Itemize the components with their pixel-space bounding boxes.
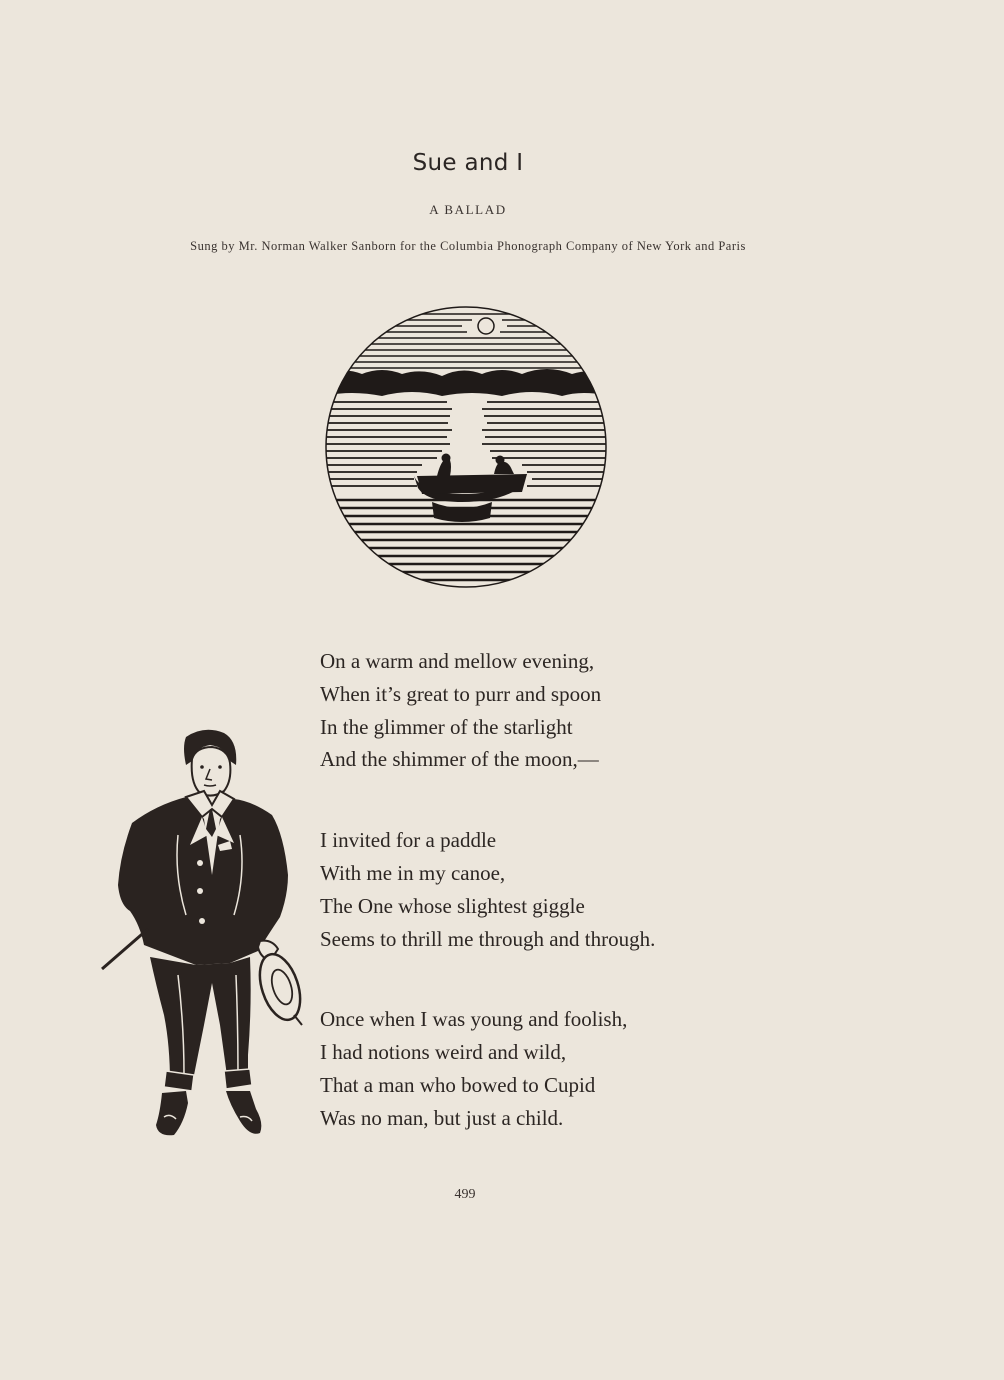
poem-subtitle: A BALLAD [429, 202, 507, 217]
moonlit-canoe-icon [322, 304, 610, 590]
page-number: 499 [454, 1187, 476, 1202]
poem-body [320, 645, 740, 1183]
poem-line: Once when I was young and foolish, [320, 1007, 628, 1032]
stanza-3 [320, 1003, 740, 1134]
poem-line: Was no man, but just a child. [320, 1105, 564, 1130]
poem-line: I invited for a paddle [320, 828, 497, 853]
performance-credit: Sung by Mr. Norman Walker Sanborn for the Columbia Phonograph Company of New York and Paris [190, 239, 746, 253]
poem-line: That a man who bowed to Cupid [320, 1072, 596, 1097]
poem-line: And the shimmer of the moon,— [320, 747, 599, 772]
poem-line: With me in my canoe, [320, 860, 506, 885]
poem-line: When it’s great to purr and spoon [320, 681, 602, 706]
poem-line: On a warm and mellow evening, [320, 649, 595, 673]
poem-line: Seems to thrill me through and through. [320, 926, 656, 951]
stanza-1 [320, 645, 740, 776]
stanza-2 [320, 824, 740, 955]
poem-line: I had notions weird and wild, [320, 1040, 567, 1065]
poem-title: Sue and I [412, 150, 524, 176]
gentleman-with-hat-icon [100, 725, 310, 1140]
poem-line: In the glimmer of the starlight [320, 714, 573, 739]
poem-line: The One whose slightest giggle [320, 893, 585, 918]
